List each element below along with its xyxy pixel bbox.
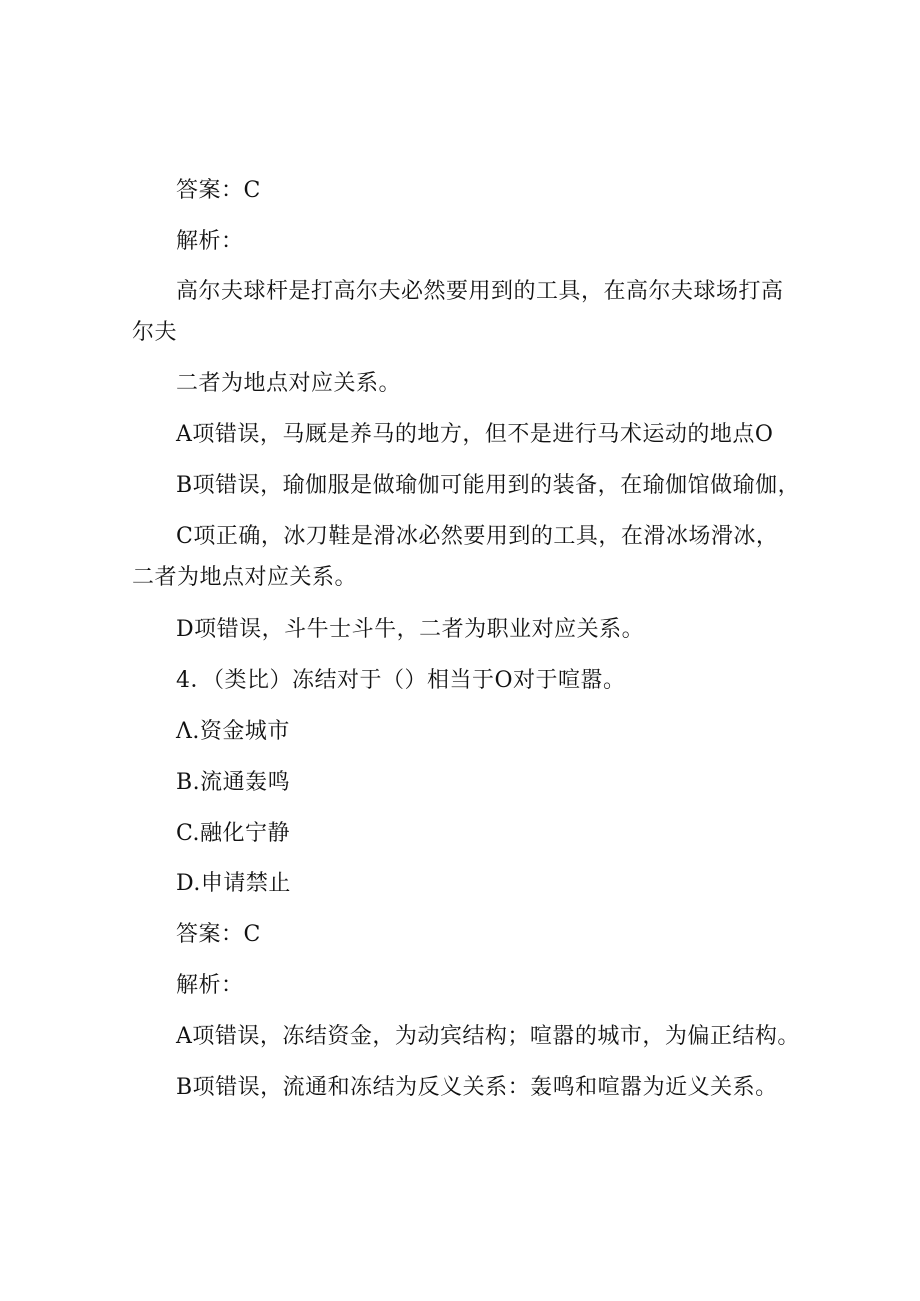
answer-label-1: 答案：C [176,178,261,203]
answer-label-2: 答案：C [176,922,261,947]
option-c-explanation: C项正确，冰刀鞋是滑冰必然要用到的工具，在滑冰场滑冰， [176,524,779,549]
choice-a: Λ.资金城市 [176,719,290,744]
option-b-explanation-2: B项错误，流通和冻结为反义关系：轰鸣和喧嚣为近义关系。 [176,1075,778,1100]
choice-b: B.流通轰鸣 [176,770,291,795]
option-a-explanation: A项错误，马厩是养马的地方，但不是进行马术运动的地点O [176,422,774,447]
option-d-explanation: D项错误，斗牛士斗牛，二者为职业对应关系。 [176,617,645,642]
option-c-explanation-continued: 二者为地点对应关系。 [132,565,358,590]
choice-c: C.融化宁静 [176,821,291,846]
analysis-text-continued: 尔夫 [132,320,178,345]
choice-d: D.申请禁止 [176,871,291,896]
option-a-explanation-2: A项错误，冻结资金，为动宾结构；喧嚣的城市，为偏正结构。 [176,1024,800,1049]
analysis-label-1: 解析： [176,229,244,254]
option-b-explanation: B项错误，瑜伽服是做瑜伽可能用到的装备，在瑜伽馆做瑜伽， [176,473,801,498]
question-4: 4．（类比）冻结对于（）相当于O对于喧嚣。 [176,668,626,693]
analysis-label-2: 解析： [176,973,244,998]
analysis-text-line: 高尔夫球杆是打高尔夫必然要用到的工具，在高尔夫球场打高 [176,279,784,304]
analysis-text-line: 二者为地点对应关系。 [176,371,402,396]
